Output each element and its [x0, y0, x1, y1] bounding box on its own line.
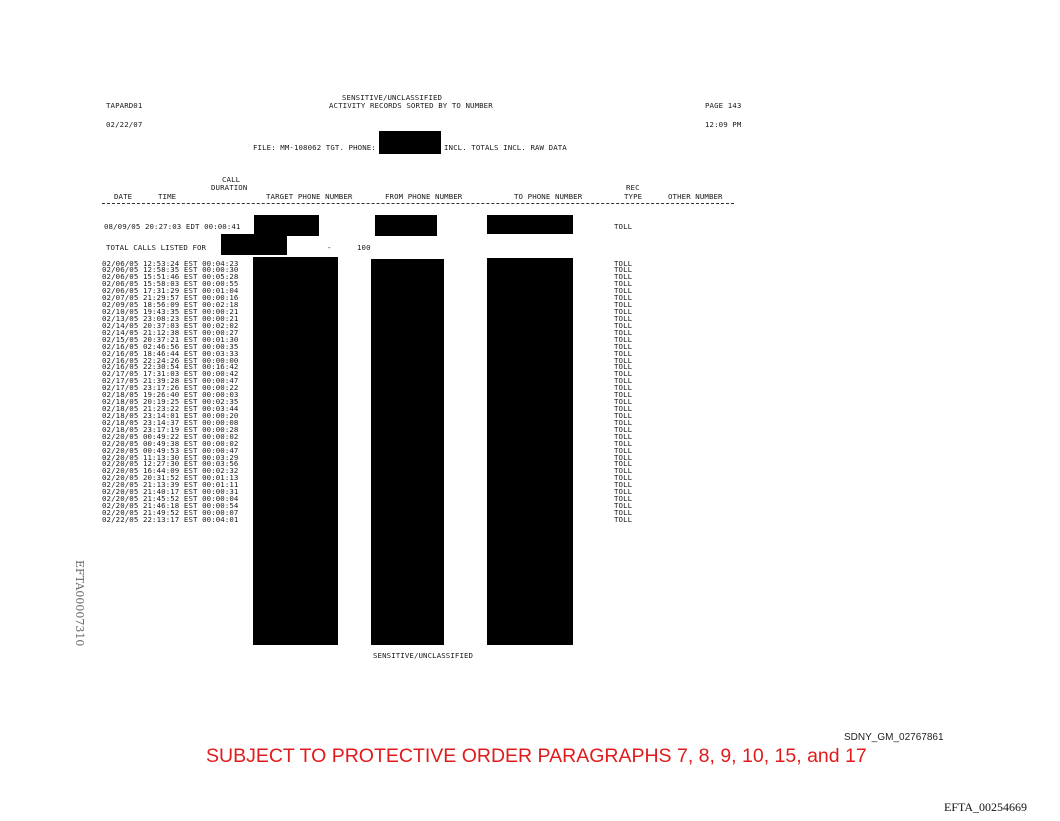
- first-record-type: TOLL: [614, 222, 633, 231]
- first-record-datetime: 08/09/05 20:27:03 EDT 00:00:41: [104, 222, 241, 231]
- page-number: PAGE 143: [705, 101, 742, 110]
- col-target-phone: TARGET PHONE NUMBER: [266, 192, 353, 201]
- file-line-prefix: FILE: MM-108062 TGT. PHONE:: [253, 143, 376, 152]
- record-type: TOLL: [614, 452, 633, 462]
- record-datetime: 02/22/05 22:13:17 EST 00:04:01: [102, 514, 239, 524]
- record-datetime: 02/15/05 20:37:21 EST 00:01:30: [102, 334, 239, 344]
- redaction-first-target: [254, 215, 319, 236]
- protective-order-notice: SUBJECT TO PROTECTIVE ORDER PARAGRAPHS 7, 8, 9, 10, 15, and 17: [206, 745, 867, 767]
- vertical-bates-stamp: EFTA00007310: [73, 560, 86, 647]
- totals-label: TOTAL CALLS LISTED FOR: [106, 243, 207, 252]
- report-title: ACTIVITY RECORDS SORTED BY TO NUMBER: [329, 101, 493, 110]
- record-type: TOLL: [614, 501, 633, 511]
- record-datetime: 02/18/05 23:14:37 EST 00:00:08: [102, 417, 239, 427]
- redaction-first-to: [487, 215, 573, 234]
- record-datetime: 02/17/05 21:39:28 EST 00:00:47: [102, 376, 239, 386]
- record-type: TOLL: [614, 494, 633, 504]
- record-type: TOLL: [614, 376, 633, 386]
- record-type: TOLL: [614, 258, 633, 268]
- record-type: TOLL: [614, 300, 633, 310]
- header-rule: [102, 203, 734, 204]
- redaction-target-column: [253, 257, 338, 645]
- record-type: TOLL: [614, 307, 633, 316]
- record-datetime: 02/20/05 21:46:18 EST 00:00:54: [102, 501, 239, 511]
- redaction-target-phone-header: [379, 131, 441, 154]
- record-type: TOLL: [614, 320, 633, 330]
- record-datetime: 02/18/05 21:23:22 EST 00:03:44: [102, 404, 239, 414]
- col-duration: DURATION: [211, 183, 248, 192]
- redaction-totals-number: [221, 234, 287, 255]
- classification-top: SENSITIVE/UNCLASSIFIED: [342, 93, 443, 102]
- record-type: TOLL: [614, 507, 633, 517]
- totals-dash: -: [327, 243, 332, 252]
- record-type: TOLL: [614, 480, 633, 490]
- record-type: TOLL: [614, 348, 633, 358]
- col-time: TIME: [158, 192, 177, 201]
- record-datetime: 02/20/05 00:49:53 EST 00:00:47: [102, 445, 239, 455]
- record-datetime: 02/20/05 00:49:22 EST 00:00:02: [102, 431, 239, 441]
- record-datetime: 02/20/05 21:45:52 EST 00:00:04: [102, 494, 239, 504]
- col-call: CALL: [222, 175, 241, 184]
- record-datetime: 02/14/05 20:37:03 EST 00:02:02: [102, 320, 239, 330]
- record-type: TOLL: [614, 397, 633, 407]
- record-type: TOLL: [614, 272, 633, 282]
- record-datetime: 02/10/05 19:43:35 EST 00:00:21: [102, 307, 239, 316]
- record-type: TOLL: [614, 265, 633, 275]
- record-datetime: 02/20/05 20:31:52 EST 00:01:13: [102, 473, 239, 483]
- program-id: TAPARD01: [106, 101, 143, 110]
- record-type: TOLL: [614, 431, 633, 441]
- col-other-number: OTHER NUMBER: [668, 192, 723, 201]
- record-datetime: 02/20/05 12:27:30 EST 00:03:56: [102, 459, 239, 469]
- record-datetime: 02/20/05 16:44:09 EST 00:02:32: [102, 466, 239, 476]
- record-datetime: 02/18/05 19:26:40 EST 00:00:03: [102, 390, 239, 400]
- classification-bottom: SENSITIVE/UNCLASSIFIED: [373, 651, 474, 660]
- record-datetime: 02/18/05 23:14:01 EST 00:00:20: [102, 410, 239, 420]
- record-type: TOLL: [614, 390, 633, 400]
- report-time: 12:09 PM: [705, 120, 742, 129]
- record-type: TOLL: [614, 334, 633, 344]
- record-type: TOLL: [614, 327, 633, 337]
- record-datetime: 02/13/05 23:08:23 EST 00:00:21: [102, 313, 239, 323]
- record-datetime: 02/16/05 18:46:44 EST 00:03:33: [102, 348, 239, 358]
- record-type: TOLL: [614, 369, 633, 379]
- record-datetime: 02/20/05 21:49:52 EST 00:00:07: [102, 507, 239, 517]
- col-from-phone: FROM PHONE NUMBER: [385, 192, 463, 201]
- record-datetime: 02/16/05 02:46:56 EST 00:00:35: [102, 341, 239, 351]
- redaction-from-column: [371, 259, 444, 645]
- totals-count: 100: [357, 243, 371, 252]
- record-datetime: 02/17/05 23:17:26 EST 00:00:22: [102, 383, 239, 393]
- record-datetime: 02/06/05 12:53:24 EST 00:04:23: [102, 258, 239, 268]
- efta-bates-number: EFTA_00254669: [944, 800, 1028, 814]
- report-date: 02/22/07: [106, 120, 143, 129]
- record-datetime: 02/06/05 12:58:35 EST 00:00:30: [102, 265, 239, 275]
- record-type: TOLL: [614, 362, 633, 372]
- sdny-bates-number: SDNY_GM_02767861: [844, 732, 944, 743]
- record-datetime: 02/20/05 21:13:39 EST 00:01:11: [102, 480, 239, 490]
- record-type: TOLL: [614, 459, 633, 469]
- record-datetime: 02/07/05 21:29:57 EST 00:00:16: [102, 293, 239, 303]
- record-type: TOLL: [614, 438, 633, 448]
- record-datetime: 02/18/05 20:19:25 EST 00:02:35: [102, 397, 239, 407]
- record-datetime: 02/09/05 18:56:09 EST 00:02:18: [102, 300, 239, 310]
- record-datetime: 02/06/05 17:31:29 EST 00:01:04: [102, 286, 239, 296]
- record-datetime: 02/06/05 15:51:46 EST 00:05:28: [102, 272, 239, 282]
- col-type: TYPE: [624, 192, 643, 201]
- record-type: TOLL: [614, 313, 633, 323]
- record-type: TOLL: [614, 293, 633, 303]
- col-date: DATE: [114, 192, 133, 201]
- record-type: TOLL: [614, 286, 633, 296]
- col-rec: REC: [626, 183, 640, 192]
- record-type: TOLL: [614, 341, 633, 351]
- col-to-phone: TO PHONE NUMBER: [514, 192, 583, 201]
- record-type: TOLL: [614, 466, 633, 476]
- record-datetime: 02/06/05 15:58:03 EST 00:00:55: [102, 279, 239, 289]
- record-datetime: 02/20/05 00:49:38 EST 00:00:02: [102, 438, 239, 448]
- record-type: TOLL: [614, 383, 633, 393]
- record-datetime: 02/20/05 21:40:17 EST 00:00:31: [102, 487, 239, 497]
- record-type: TOLL: [614, 279, 633, 289]
- record-type: TOLL: [614, 487, 633, 497]
- redaction-to-column: [487, 258, 573, 645]
- record-datetime: 02/16/05 22:30:54 EST 00:16:42: [102, 362, 239, 372]
- record-type: TOLL: [614, 410, 633, 420]
- record-datetime: 02/14/05 21:12:38 EST 00:00:27: [102, 327, 239, 337]
- record-type: TOLL: [614, 404, 633, 414]
- record-datetime: 02/18/05 23:17:19 EST 00:00:28: [102, 424, 239, 434]
- record-datetime: 02/20/05 11:13:30 EST 00:03:29: [102, 452, 239, 462]
- record-type: TOLL: [614, 473, 633, 483]
- record-datetime: 02/16/05 22:24:26 EST 00:00:00: [102, 355, 239, 365]
- redaction-first-from: [375, 215, 437, 236]
- record-datetime: 02/17/05 17:31:03 EST 00:00:42: [102, 369, 239, 379]
- file-line-suffix: INCL. TOTALS INCL. RAW DATA: [444, 143, 567, 152]
- record-type: TOLL: [614, 514, 633, 524]
- record-type: TOLL: [614, 355, 633, 365]
- record-type: TOLL: [614, 417, 633, 427]
- record-type: TOLL: [614, 445, 633, 455]
- record-type: TOLL: [614, 424, 633, 434]
